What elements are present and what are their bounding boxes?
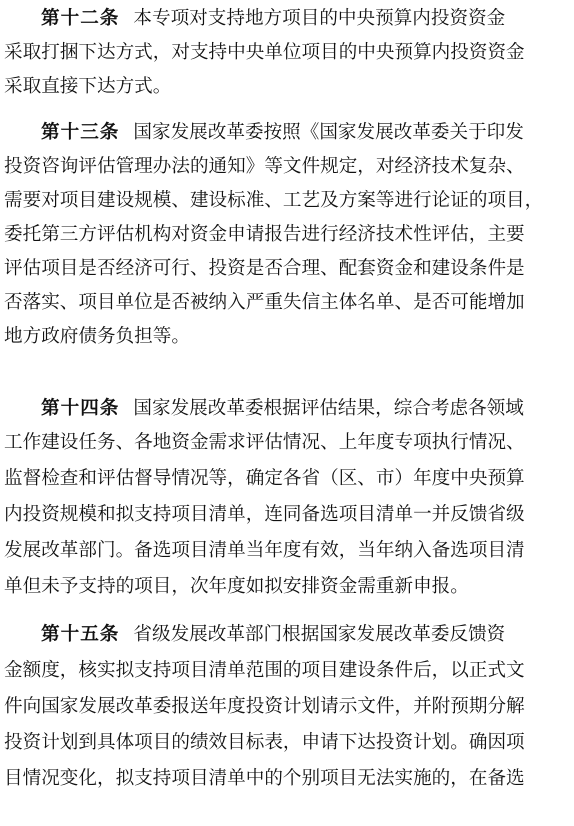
line-text: 目情况变化，拟支持项目清单中的个别项目无法实施的，在备选 bbox=[4, 768, 525, 789]
text-line bbox=[4, 322, 190, 352]
line-text: 内投资规模和拟支持项目清单，连同备选项目清单一并反馈省级 bbox=[4, 504, 525, 525]
text-line bbox=[4, 464, 525, 494]
line-text: 委托第三方评估机构对资金申请报告进行经济技术性评估，主要 bbox=[4, 224, 525, 245]
text-line bbox=[4, 394, 524, 424]
article-heading: 第十三条 bbox=[41, 122, 120, 143]
text-line bbox=[4, 4, 505, 34]
article-heading: 第十五条 bbox=[41, 624, 120, 645]
line-text: 否落实、项目单位是否被纳入严重失信主体名单、是否可能增加 bbox=[4, 292, 525, 313]
text-line bbox=[4, 288, 525, 318]
text-line bbox=[4, 118, 524, 148]
article-heading: 第十四条 bbox=[41, 398, 120, 419]
text-line bbox=[4, 186, 543, 216]
text-line bbox=[4, 254, 525, 284]
text-line bbox=[4, 764, 525, 794]
line-text: 件向国家发展改革委报送年度投资计划请示文件，并附预期分解 bbox=[4, 696, 525, 717]
text-line bbox=[4, 428, 525, 458]
text-line bbox=[4, 572, 469, 602]
text-line bbox=[4, 536, 525, 566]
line-text: 监督检查和评估督导情况等，确定各省（区、市）年度中央预算 bbox=[4, 468, 525, 489]
line-text: 工作建设任务、各地资金需求评估情况、上年度专项执行情况、 bbox=[4, 432, 525, 453]
text-line bbox=[4, 72, 171, 102]
line-text: 省级发展改革部门根据国家发展改革委反馈资 bbox=[133, 624, 506, 645]
line-text: 采取直接下达方式。 bbox=[4, 76, 172, 97]
text-line bbox=[4, 500, 525, 530]
text-line bbox=[4, 620, 505, 650]
line-text: 采取打捆下达方式，对支持中央单位项目的中央预算内投资资金 bbox=[4, 42, 525, 63]
line-text: 单但未予支持的项目，次年度如拟安排资金需重新申报。 bbox=[4, 576, 469, 597]
text-line bbox=[4, 656, 525, 686]
line-text: 金额度，核实拟支持项目清单范围的项目建设条件后，以正式文 bbox=[4, 660, 525, 681]
line-text: 投资咨询评估管理办法的通知》等文件规定，对经济技术复杂、 bbox=[4, 156, 525, 177]
text-line bbox=[4, 38, 525, 68]
line-text: 需要对项目建设规模、建设标准、工艺及方案等进行论证的项目， bbox=[4, 190, 544, 211]
line-text: 投资计划到具体项目的绩效目标表，申请下达投资计划。确因项 bbox=[4, 732, 525, 753]
line-text: 地方政府债务负担等。 bbox=[4, 326, 190, 347]
text-line bbox=[4, 152, 525, 182]
article-heading: 第十二条 bbox=[41, 8, 120, 29]
line-text: 国家发展改革委按照《国家发展改革委关于印发 bbox=[133, 122, 524, 143]
line-text: 国家发展改革委根据评估结果，综合考虑各领域 bbox=[133, 398, 524, 419]
line-text: 本专项对支持地方项目的中央预算内投资资金 bbox=[133, 8, 506, 29]
text-line bbox=[4, 220, 525, 250]
text-line bbox=[4, 728, 525, 758]
text-line bbox=[4, 692, 525, 722]
line-text: 评估项目是否经济可行、投资是否合理、配套资金和建设条件是 bbox=[4, 258, 525, 279]
line-text: 发展改革部门。备选项目清单当年度有效，当年纳入备选项目清 bbox=[4, 540, 525, 561]
